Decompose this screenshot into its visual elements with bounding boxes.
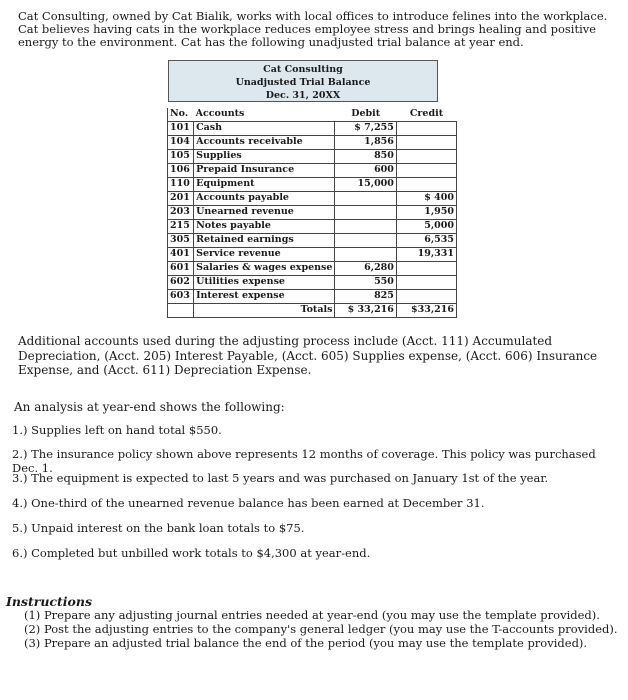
acct-name: Prepaid Insurance	[194, 164, 335, 178]
acct-name: Accounts receivable	[194, 136, 335, 150]
acct-no: 201	[168, 192, 194, 206]
credit-cell	[396, 178, 456, 192]
table-row	[168, 150, 457, 164]
credit-cell: 5,000	[396, 220, 456, 234]
acct-no: 105	[168, 150, 194, 164]
credit-cell: $ 400	[396, 192, 456, 206]
debit-cell: 825	[335, 290, 396, 304]
acct-no: 602	[168, 276, 194, 290]
acct-name: Notes payable	[194, 220, 335, 234]
col-header-credit: Credit	[409, 108, 444, 120]
table-row	[168, 206, 457, 220]
statement-date: Dec. 31, 20XX	[265, 90, 341, 101]
trial-balance-header	[168, 60, 438, 102]
acct-name: Equipment	[194, 178, 335, 192]
analysis-item: 3.) The equipment is expected to last 5 years and was purchased on January 1st of the year.	[12, 471, 549, 485]
acct-no: 215	[168, 220, 194, 234]
table-row	[168, 136, 457, 150]
debit-cell: 1,856	[335, 136, 396, 150]
credit-cell: 6,535	[396, 234, 456, 248]
acct-name: Cash	[194, 122, 335, 136]
instruction-item: (3) Prepare an adjusted trial balance the end of the period (you may use the template provided).	[24, 636, 588, 650]
total-debit: $ 33,216	[335, 304, 396, 318]
credit-cell	[396, 150, 456, 164]
acct-no: 305	[168, 234, 194, 248]
analysis-item: 5.) Unpaid interest on the bank loan totals to $75.	[12, 521, 305, 535]
acct-no: 101	[168, 122, 194, 136]
table-row	[168, 220, 457, 234]
analysis-item: 4.) One-third of the unearned revenue balance has been earned at December 31.	[12, 496, 485, 510]
debit-cell	[335, 206, 396, 220]
acct-name: Interest expense	[194, 290, 335, 304]
acct-no: 110	[168, 178, 194, 192]
table-row	[168, 192, 457, 206]
acct-name: Utilities expense	[194, 276, 335, 290]
debit-cell	[335, 248, 396, 262]
debit-cell: $ 7,255	[335, 122, 396, 136]
analysis-item: 2.) The insurance policy shown above represents 12 months of coverage. This policy was purchased Dec. 1.	[12, 447, 596, 475]
table-row	[168, 164, 457, 178]
table-row	[168, 248, 457, 262]
trial-balance	[167, 60, 457, 318]
credit-cell	[396, 290, 456, 304]
acct-no: 104	[168, 136, 194, 150]
credit-cell	[396, 122, 456, 136]
acct-no: 203	[168, 206, 194, 220]
table-row	[168, 122, 457, 136]
acct-no: 601	[168, 262, 194, 276]
acct-name: Supplies	[194, 150, 335, 164]
acct-name: Salaries & wages expense	[194, 262, 335, 276]
credit-cell	[396, 276, 456, 290]
totals-label: Totals	[194, 304, 335, 318]
credit-cell	[396, 136, 456, 150]
statement-title: Unadjusted Trial Balance	[235, 77, 371, 88]
col-header-account: Accounts	[195, 108, 245, 120]
debit-cell: 15,000	[335, 178, 396, 192]
acct-name: Retained earnings	[194, 234, 335, 248]
col-header-no: No.	[168, 108, 194, 122]
instruction-item: (1) Prepare any adjusting journal entries needed at year-end (you may use the template provided).	[24, 608, 600, 622]
table-row	[168, 178, 457, 192]
analysis-intro: An analysis at year-end shows the following:	[14, 400, 285, 414]
intro-paragraph: Cat Consulting, owned by Cat Bialik, works with local offices to introduce felines into the workplace. Cat believes having cats in the workplace reduces employee stress and brings healing and positive energy to the environment. Cat has the following unadjusted trial balance at year end.	[18, 9, 608, 49]
acct-no: 603	[168, 290, 194, 304]
credit-cell: 19,331	[396, 248, 456, 262]
debit-cell: 6,280	[335, 262, 396, 276]
totals-row	[168, 304, 457, 318]
instruction-item: (2) Post the adjusting entries to the company's general ledger (you may use the T-accounts provided).	[24, 622, 618, 636]
table-header-row	[168, 108, 457, 122]
table-row	[168, 276, 457, 290]
table-row	[168, 262, 457, 276]
acct-name: Service revenue	[194, 248, 335, 262]
credit-cell	[396, 262, 456, 276]
total-credit: $33,216	[396, 304, 456, 318]
acct-name: Unearned revenue	[194, 206, 335, 220]
additional-accounts-paragraph: Additional accounts used during the adjusting process include (Acct. 111) Accumulated Depreciation, (Acct. 205) Interest Payable, (Acct. 605) Supplies expense, (Acct. 606) Insurance Expense, and (Acct. 611) Depreciation Expense.	[18, 334, 598, 377]
debit-cell: 850	[335, 150, 396, 164]
analysis-item: 1.) Supplies left on hand total $550.	[12, 423, 222, 437]
acct-no: 106	[168, 164, 194, 178]
debit-cell	[335, 192, 396, 206]
instructions-title: Instructions	[6, 594, 93, 609]
analysis-item: 6.) Completed but unbilled work totals to $4,300 at year-end.	[12, 546, 371, 560]
debit-cell: 600	[335, 164, 396, 178]
acct-no: 401	[168, 248, 194, 262]
table-row	[168, 234, 457, 248]
trial-balance-table	[167, 108, 457, 318]
table-row	[168, 290, 457, 304]
col-header-debit: Debit	[351, 108, 381, 120]
credit-cell: 1,950	[396, 206, 456, 220]
debit-cell: 550	[335, 276, 396, 290]
credit-cell	[396, 164, 456, 178]
acct-name: Accounts payable	[194, 192, 335, 206]
company-name: Cat Consulting	[263, 64, 343, 75]
debit-cell	[335, 220, 396, 234]
debit-cell	[335, 234, 396, 248]
